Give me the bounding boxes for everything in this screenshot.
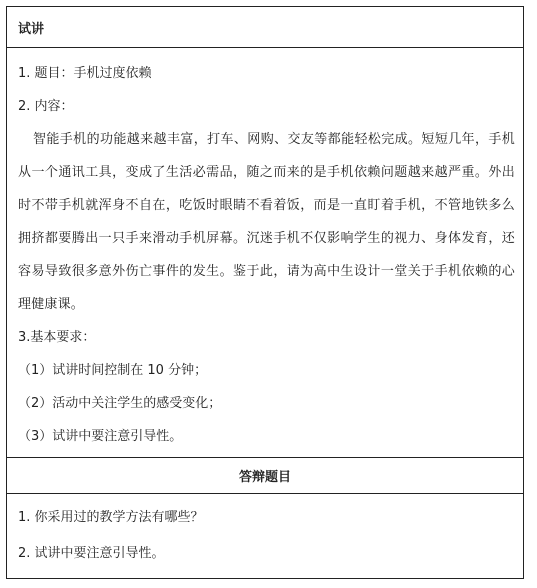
- requirement-item: （3）试讲中要注意引导性。: [18, 429, 183, 444]
- question-item: 2. 试讲中要注意引导性。: [18, 546, 165, 561]
- lecture-content: [7, 47, 523, 457]
- content-paragraph: 智能手机的功能越来越丰富，打车、网购、交友等都能轻松完成。短短几年，手机从一个通讯工具，变成了生活必需品，随之而来的是手机依赖问题越来越严重。外出时不带手机就浑身不自在，吃饭时眼睛不看着饭，而是一直盯着手机，不管地铁多么拥挤都要腾出一只手来滑动手机屏幕。沉迷手机不仅影响学生的视力、身体发育，还容易导致很多意外伤亡事件的发生。鉴于此，请为高中生设计一堂关于手机依赖的心理健康课。: [18, 132, 515, 312]
- section-title-lecture: 试讲: [18, 21, 45, 37]
- section-title-defense: 答辩题目: [7, 457, 523, 493]
- exam-document: [6, 6, 524, 579]
- requirement-item: （2）活动中关注学生的感受变化；: [18, 396, 222, 411]
- requirements-label: 3.基本要求：: [18, 330, 96, 345]
- requirement-item: （1）试讲时间控制在 10 分钟；: [18, 363, 208, 378]
- question-item: 1. 你采用过的教学方法有哪些？: [18, 510, 204, 525]
- topic-line: 1. 题目：手机过度依赖: [18, 66, 152, 81]
- defense-questions: [7, 493, 523, 578]
- content-label: 2. 内容：: [18, 99, 74, 114]
